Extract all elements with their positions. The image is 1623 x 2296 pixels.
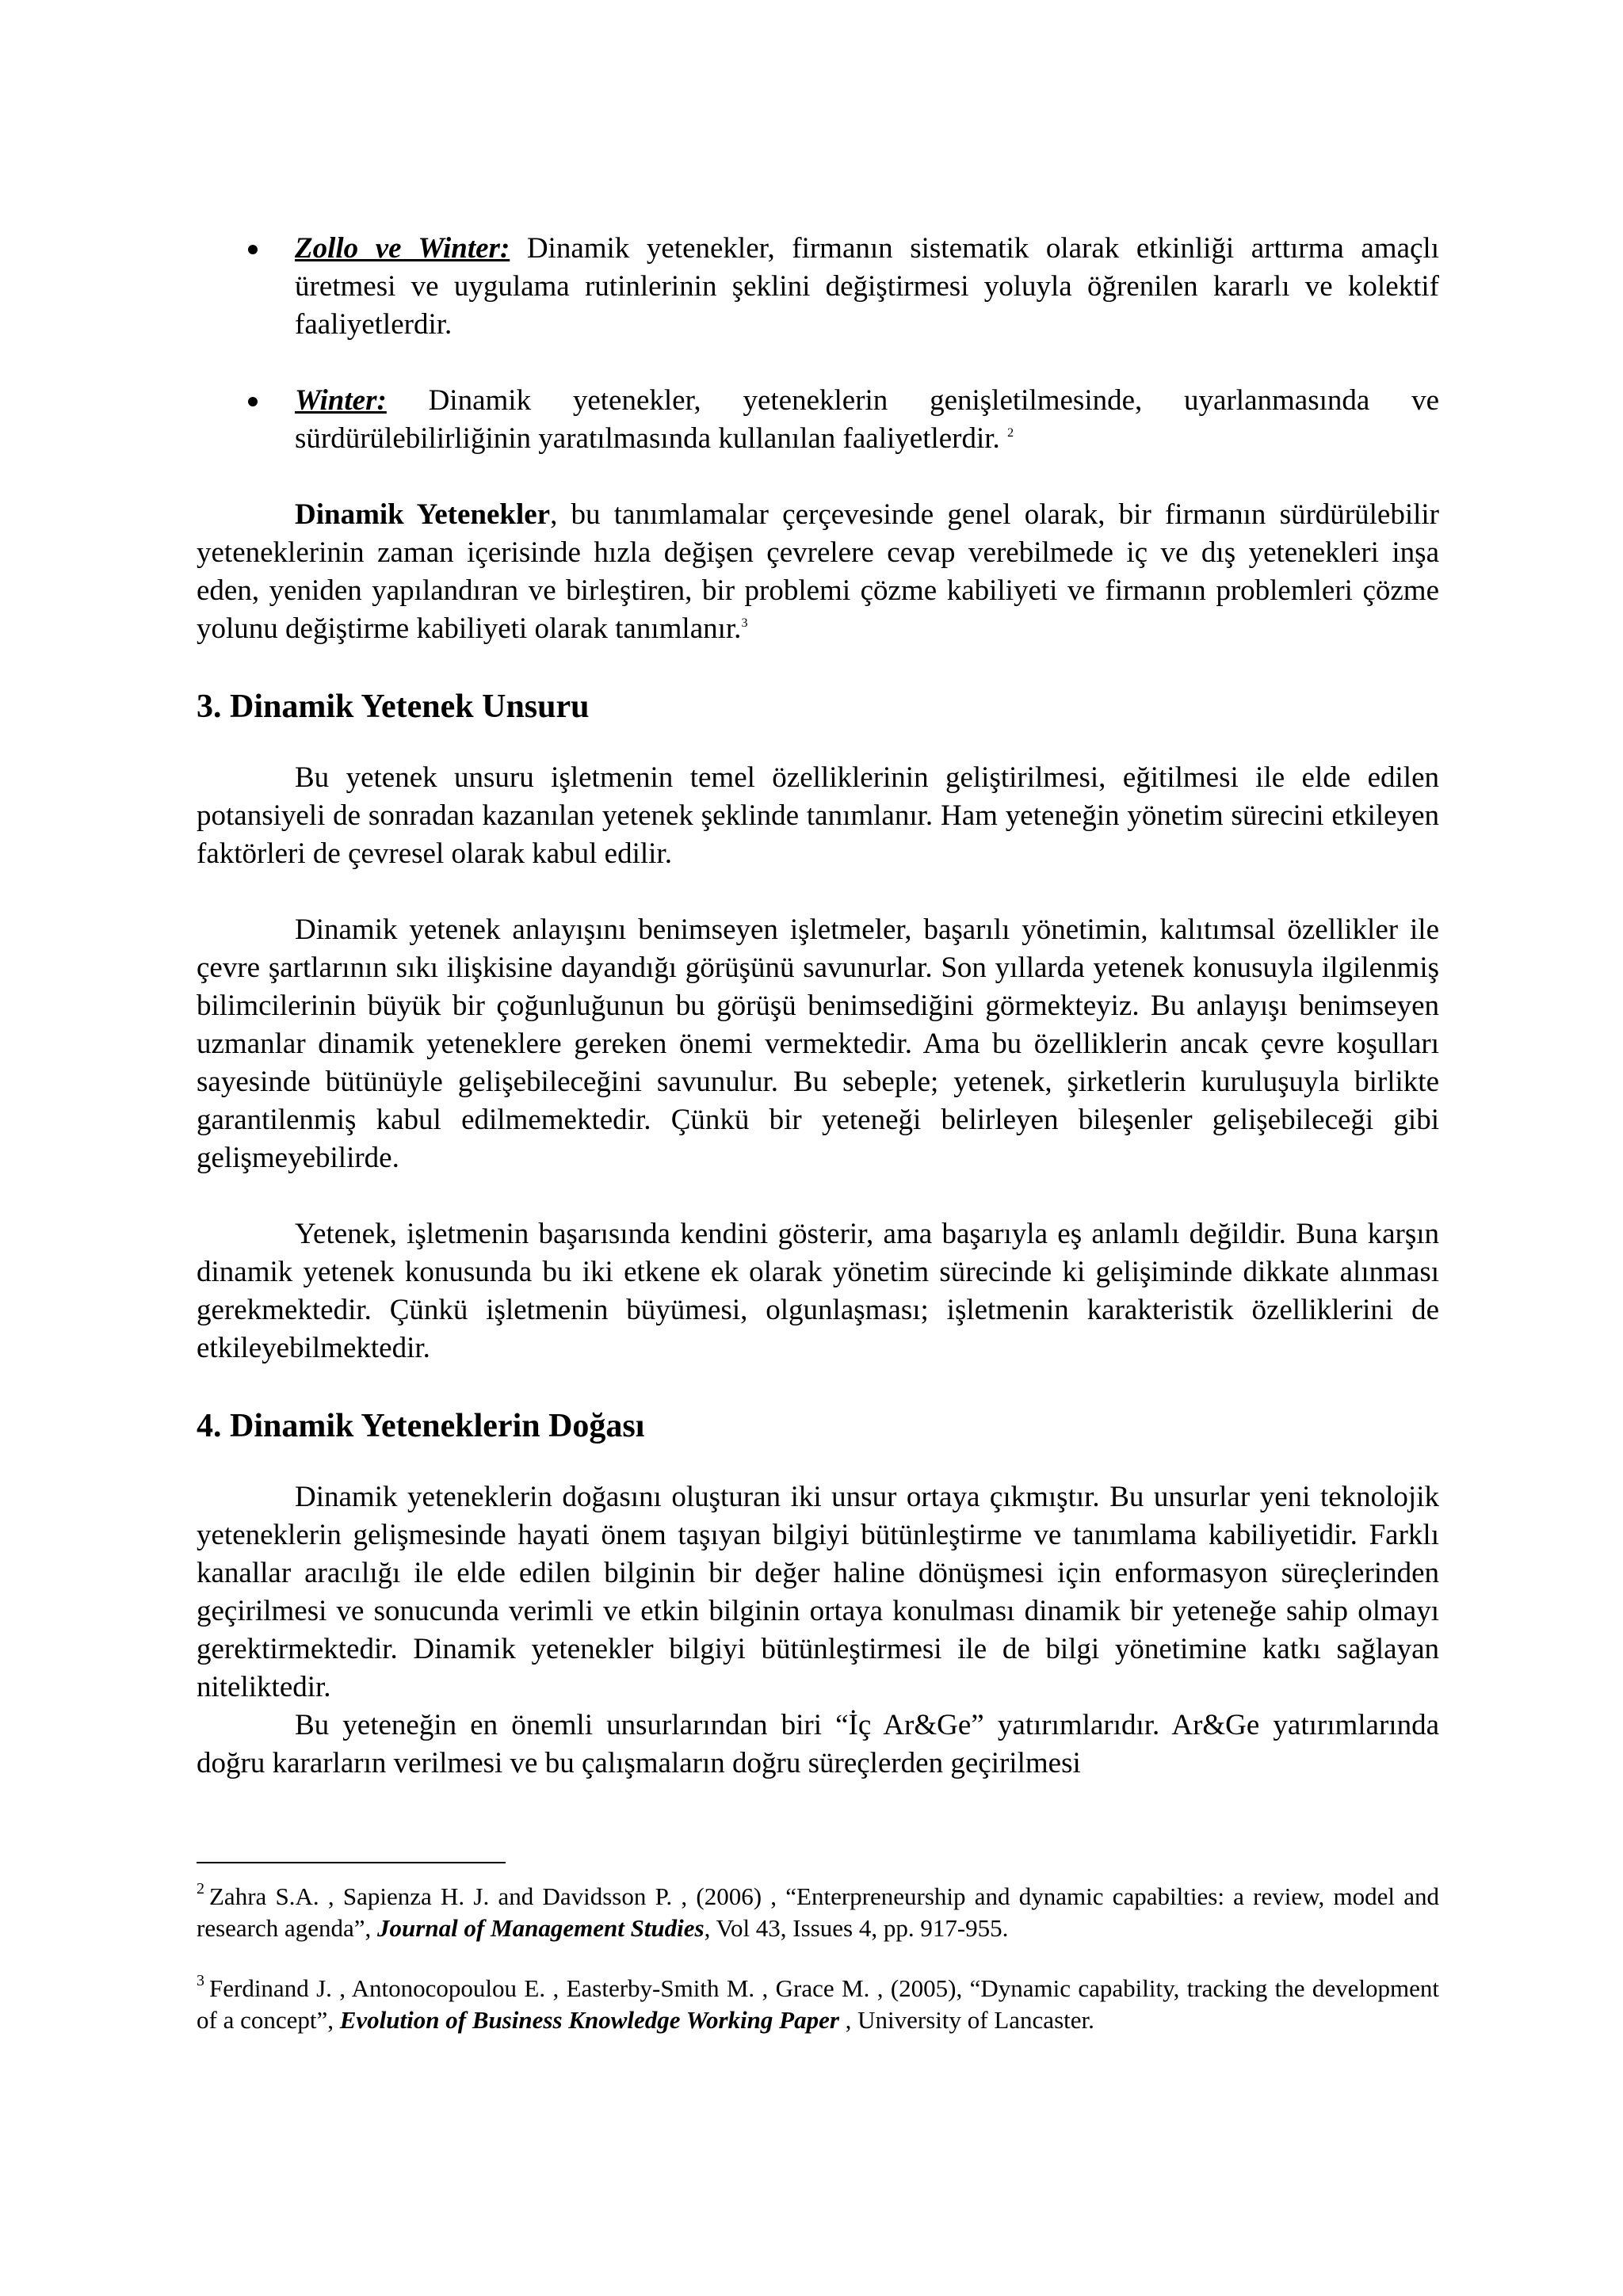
footnote — [197, 1973, 1439, 2036]
footnote-ref[interactable]: 2 — [1007, 426, 1014, 440]
definition-text: Dinamik yetenekler, firmanın sistematik olarak etkinliği arttırma amaçlı üretmesi ve uygulama rutinlerinin şeklini değiştirmesi yoluyla öğrenilen kararlı ve kolektif faaliyetlerdir. — [295, 232, 1439, 341]
footnote-journal: Journal of Management Studies — [377, 1914, 705, 1942]
body-paragraph: Yetenek, işletmenin başarısında kendini gösterir, ama başarıyla eş anlamlı değildir. Buna karşın dinamik yetenek konusunda bu iki etkene ek olarak yönetim sürecinde ki gelişiminde dikkate alınması gerekmektedir. Çünkü işletmenin büyümesi, olgunlaşması; işletmenin karakteristik özelliklerini de etkileyebilmektedir. — [197, 1218, 1439, 1364]
footnote-number: 2 — [197, 1880, 204, 1897]
footnote-citation: Zahra S.A. , Sapienza H. J. and Davidsson P. , (2006) , “Enterpreneurship and dynamic capabilties: a review, model and research agenda”, — [197, 1882, 1439, 1942]
definition-term: Zollo ve Winter: — [295, 232, 510, 265]
section-heading: 3. Dinamik Yetenek Unsuru — [197, 688, 590, 725]
footnote-citation: Ferdinand J. , Antonocopoulou E. , Easterby-Smith M. , Grace M. , (2005), “Dynamic capability, tracking the development of a concept”, — [197, 1974, 1439, 2034]
body-paragraph: Bu yeteneğin en önemli unsurlarından biri “İç Ar&Ge” yatırımlarıdır. Ar&Ge yatırımlarında doğru kararların verilmesi ve bu çalışmaların doğru süreçlerden geçirilmesi — [197, 1709, 1439, 1779]
intro-paragraph — [197, 496, 1439, 648]
footnote — [197, 1881, 1439, 1944]
footnote-citation-tail: , Vol 43, Issues 4, pp. 917-955. — [704, 1914, 1009, 1942]
document-page — [197, 230, 1439, 2065]
intro-bold-term: Dinamik Yetenekler — [295, 498, 551, 531]
section-heading: 4. Dinamik Yeteneklerin Doğası — [197, 1408, 645, 1444]
body-paragraph: Bu yetenek unsuru işletmenin temel özelliklerinin geliştirilmesi, eğitilmesi ile elde edilen potansiyeli de sonradan kazanılan yetenek şeklinde tanımlanır. Ham yeteneğin yönetim sürecini etkileyen faktörleri de çevresel olarak kabul edilir. — [197, 761, 1439, 870]
footnote-citation-tail: , University of Lancaster. — [838, 2006, 1094, 2034]
body-paragraph: Dinamik yeteneklerin doğasını oluşturan iki unsur ortaya çıkmıştır. Bu unsurlar yeni teknolojik yeteneklerin gelişmesinde hayati önem taşıyan bilgiyi bütünleştirme ve tanımlama kabiliyetidir. Farklı kanallar aracılığı ile elde edilen bilginin bir değer haline dönüşmesi için enformasyon süreçlerinden geçirilmesi ve sonucunda verimli ve etkin bilginin ortaya konulması dinamik bir yeteneğe sahip olmayı gerektirmektedir. Dinamik yetenekler bilgiyi bütünleştirmesi ile de bilgi yönetimine katkı sağlayan niteliktedir. — [197, 1481, 1439, 1703]
definition-item — [197, 382, 1439, 458]
footnote-number: 3 — [197, 1972, 204, 1989]
footnote-journal: Evolution of Business Knowledge Working Paper — [339, 2006, 839, 2034]
body-paragraph: Dinamik yetenek anlayışını benimseyen işletmeler, başarılı yönetimin, kalıtımsal özellikler ile çevre şartlarının sıkı ilişkisine dayandığı görüşünü savunurlar. Son yıllarda yetenek konusuyla ilgilenmiş bilimcilerinin büyük bir çoğunluğunun bu görüşü benimsediğini görmekteyiz. Bu anlayışı benimseyen uzmanlar dinamik yeteneklere gereken önemi vermektedir. Ama bu özelliklerin ancak çevre koşulları sayesinde bütünüyle gelişebileceğini savunulur. Bu sebeple; yetenek, şirketlerin kuruluşuyla birlikte garantilenmiş kabul edilmemektedir. Çünkü bir yeteneği belirleyen bileşenler gelişebileceği gibi gelişmeyebilirde. — [197, 913, 1439, 1174]
definition-text: Dinamik yetenekler, yeteneklerin genişletilmesinde, uyarlanmasında ve sürdürülebilirliğinin yaratılmasında kullanılan faaliyetlerdir. — [295, 384, 1439, 455]
intro-text: , bu tanımlamalar çerçevesinde genel olarak, bir firmanın sürdürülebilir yeteneklerinin zaman içerisinde hızla değişen çevrelere cevap verebilmede iç ve dış yetenekleri inşa eden, yeniden yapılandıran ve birleştiren, bir problemi çözme kabiliyeti ve firmanın problemleri çözme yolunu değiştirme kabiliyeti olarak tanımlanır. — [197, 498, 1439, 645]
definition-term: Winter: — [295, 384, 387, 417]
footnote-separator — [197, 1862, 506, 1863]
footnote-ref[interactable]: 3 — [741, 616, 748, 630]
definition-list — [197, 230, 1439, 458]
definition-item — [197, 230, 1439, 344]
